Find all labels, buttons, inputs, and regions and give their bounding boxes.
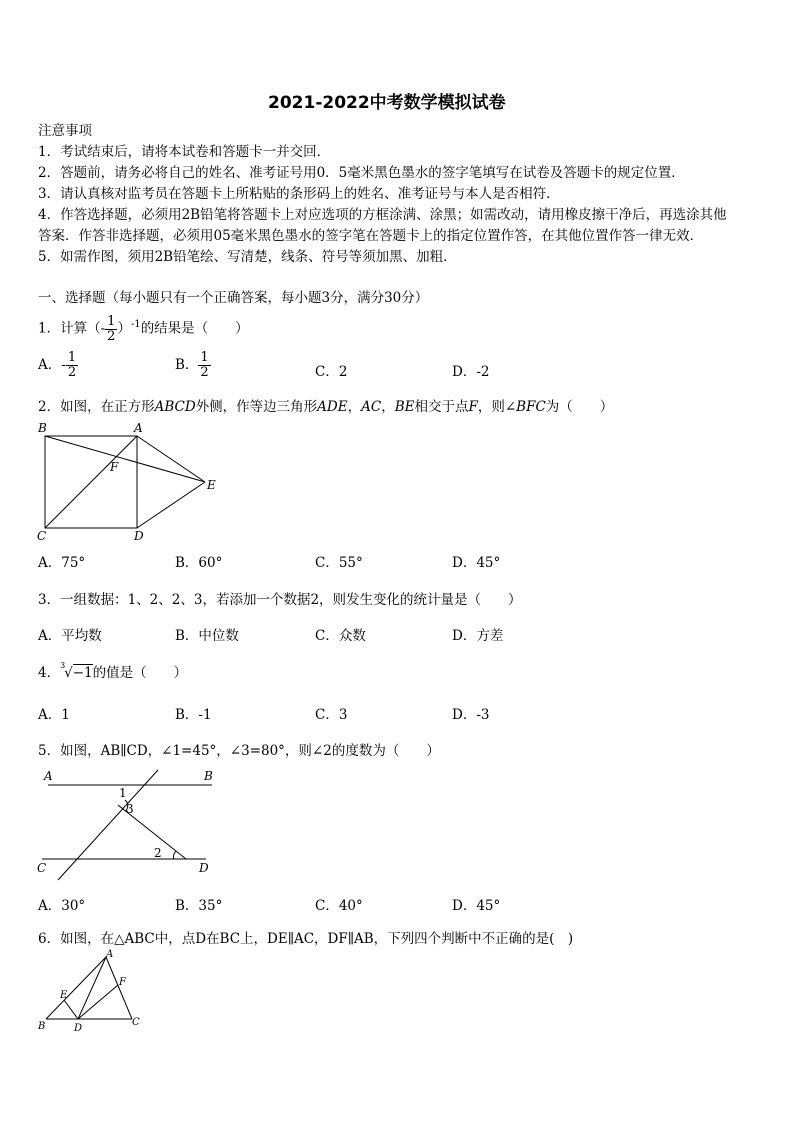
q2-line-ae (137, 436, 205, 482)
question-5: 5．如图，AB∥CD，∠1=45°，∠3=80°，则∠2的度数为（ ） (38, 743, 440, 759)
q4-option-d: D．-3 (452, 707, 490, 723)
q2-s3: ， (347, 399, 362, 415)
q1-b-den: 2 (200, 365, 209, 380)
q5-angle-3: 3 (126, 802, 134, 816)
q1-a-den: 2 (67, 365, 77, 380)
q2-option-d: D．45° (452, 555, 501, 571)
q3-option-c: C．众数 (315, 628, 366, 644)
q5-label-a: A (44, 769, 53, 783)
q5-arc-2 (173, 851, 176, 859)
notice-item-3: 3．请认真核对监考员在答题卡上所粘贴的条形码上的姓名、准考证号与本人是否相符． (38, 186, 560, 202)
q6-label-c: C (132, 1017, 140, 1028)
q2-label-f: F (110, 460, 119, 474)
q1-fraction (105, 315, 117, 344)
notice-item-1: 1．考试结束后，请将本试卷和答题卡一并交回． (38, 144, 331, 160)
q4-option-c: C．3 (315, 707, 348, 723)
q2-label-d: D (134, 529, 144, 543)
q1-exponent: -1 (130, 319, 141, 330)
q5-option-b: B．35° (175, 898, 223, 914)
q6-side-ac (106, 957, 132, 1019)
q6-segment-df (78, 985, 118, 1019)
notice-item-4-cont: 答案．作答非选择题，必须用05毫米黑色墨水的签字笔在答题卡上的指定位置作答，在其他位置作答一律无效． (38, 228, 704, 244)
q6-side-ab (46, 957, 106, 1019)
q2-option-a: A．75° (38, 555, 86, 571)
q5-label-c: C (37, 861, 47, 875)
q2-v2: ADE (317, 399, 348, 415)
q1-b-num: 1 (200, 350, 209, 365)
notice-heading: 注意事项 (38, 123, 92, 139)
q1-option-c: C．2 (315, 364, 348, 380)
q2-s6: ，则∠ (477, 399, 517, 415)
q2-line-de (137, 482, 205, 528)
q1-option-b (175, 350, 211, 380)
question-1 (38, 310, 249, 344)
q1-prefix: 1．计算（- (38, 320, 106, 337)
q1-frac-den: 2 (107, 328, 116, 344)
q6-figure (30, 945, 160, 1035)
question-2 (38, 395, 613, 415)
notice-item-5: 5．如需作图，须用2B铅笔绘、写清楚，线条、符号等须加黑、加粗． (38, 249, 457, 265)
q2-option-c: C．55° (315, 555, 363, 571)
notice-item-2: 2．答题前，请务必将自己的姓名、准考证号用0．5毫米黑色墨水的签字笔填写在试卷及答题卡的规定位置． (38, 165, 685, 181)
q3-option-d: D．方差 (452, 628, 504, 644)
q2-v4: BE (394, 399, 415, 415)
q4-cube-root: 3 √−1 (60, 661, 93, 681)
q5-option-c: C．40° (315, 898, 363, 914)
q2-figure (30, 418, 230, 543)
q5-angle-1: 1 (119, 786, 127, 800)
q2-v1: ABCD (154, 399, 196, 415)
q1-option-b-label: B． (175, 357, 199, 373)
q2-s5: 相交于点 (414, 399, 469, 415)
q5-option-d: D．45° (452, 898, 501, 914)
question-3: 3．一组数据：1、2、2、3，若添加一个数据2，则发生变化的统计量是（ ） (38, 592, 522, 608)
q2-v6: BFC (516, 399, 546, 415)
q1-tail: 的结果是（ ） (140, 320, 249, 337)
q2-v3: AC (361, 399, 382, 415)
q2-label-b: B (38, 421, 47, 435)
section-heading: 一、选择题（每小题只有一个正确答案，每小题3分，满分30分） (38, 290, 429, 306)
q2-s1: 2．如图，在正方形 (38, 399, 155, 415)
q1-option-d: D．-2 (452, 364, 490, 380)
q2-s7: 为（ ） (545, 399, 614, 415)
q1-option-a-fraction (66, 351, 78, 380)
q4-option-a: A．1 (38, 707, 70, 723)
q4-tail: 的值是（ ） (92, 665, 188, 681)
q6-label-f: F (119, 977, 126, 988)
question-6: 6．如图，在△ABC中，点D在BC上，DE∥AC，DF∥AB，下列四个判断中不正确的是( ) (38, 931, 574, 947)
q2-line-be (45, 436, 205, 482)
q1-option-a (38, 350, 78, 380)
page-title: 2021-2022中考数学模拟试卷 (268, 93, 506, 113)
q2-label-e: E (207, 478, 216, 492)
q3-option-a: A．平均数 (38, 628, 102, 644)
q5-label-d: D (199, 861, 209, 875)
notice-item-4: 4．作答选择题，必须用2B铅笔将答题卡上对应选项的方框涂满、涂黑；如需改动，请用橡皮擦干净后，再选涂其他 (38, 207, 727, 223)
q2-line-ac (45, 436, 137, 528)
q5-label-b: B (204, 769, 213, 783)
q2-label-c: C (37, 529, 47, 543)
q6-label-b: B (38, 1021, 46, 1032)
q6-label-a: A (106, 949, 114, 960)
q1-frac-num: 1 (107, 313, 116, 329)
q5-figure (30, 762, 230, 887)
q6-segment-ad (78, 957, 106, 1019)
q4-root-index: 3 (60, 661, 66, 670)
q1-a-num: 1 (67, 350, 77, 365)
q6-segment-de (64, 1000, 78, 1019)
q4-option-b: B．-1 (175, 707, 212, 723)
q2-s4: ， (381, 399, 395, 415)
q2-v5: F (468, 399, 478, 415)
q1-option-b-fraction (198, 351, 210, 380)
q3-option-b: B．中位数 (175, 628, 239, 644)
q2-label-a: A (134, 421, 143, 435)
q5-angle-2: 2 (154, 846, 162, 860)
question-4 (38, 661, 187, 681)
q2-s2: 外侧，作等边三角形 (195, 399, 318, 415)
q2-option-b: B．60° (175, 555, 223, 571)
q5-option-a: A．30° (38, 898, 86, 914)
q1-close: ） (117, 320, 131, 337)
q6-label-e: E (60, 990, 68, 1001)
q6-label-d: D (74, 1023, 83, 1034)
q4-prefix: 4． (38, 665, 61, 681)
q4-radicand: −1 (72, 665, 93, 681)
q1-option-a-label: A．- (38, 357, 66, 373)
